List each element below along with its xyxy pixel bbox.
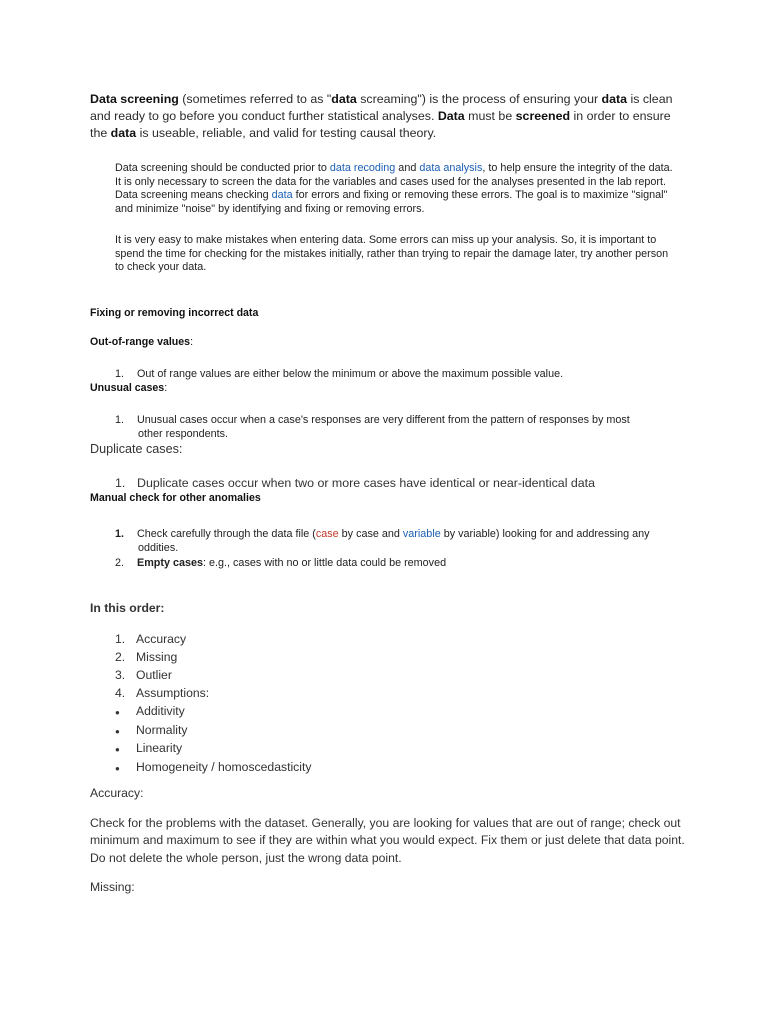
list-number: 1. (115, 632, 126, 646)
variable-link[interactable]: variable (402, 528, 441, 540)
empty-cases-label: Empty cases (137, 557, 204, 569)
list-number: 2. (115, 649, 126, 664)
quote-text: , to help ensure the integrity of the data. It is only necessary to screen the data for the variables and cases used for the analyses presented in the lab report. Data screening means checking (115, 162, 673, 202)
manual-check-heading: Manual check for other anomalies (90, 492, 261, 504)
out-of-range-heading (90, 336, 193, 348)
list-item-text: Normality (136, 722, 188, 737)
intro-text: must be (464, 109, 516, 123)
quote-text: for errors and fixing or removing these errors. The goal is to maximize "signal" and minimize "noise" by identifying and fixing or removing errors. (115, 189, 668, 215)
list-item-text: Accuracy (136, 632, 187, 646)
out-of-range-item (115, 367, 685, 381)
bullet-icon: ● (115, 726, 120, 736)
list-item-text: Duplicate cases occur when two or more cases have identical or near-identical data (137, 476, 595, 490)
quote-text: and (395, 162, 420, 174)
list-item-text: Out of range values are either below the minimum or above the maximum possible value. (137, 368, 564, 380)
list-item-text: by case and (338, 528, 403, 540)
unusual-cases-item (115, 413, 685, 441)
duplicate-cases-label: Duplicate cases (90, 442, 179, 456)
colon: : (178, 442, 183, 456)
duplicate-cases-heading (90, 442, 182, 456)
case-link[interactable]: case (315, 528, 339, 540)
unusual-cases-label: Unusual cases (90, 382, 165, 394)
accuracy-paragraph: Check for the problems with the dataset. Generally, you are looking for values that are out of range; check out minimum and maximum to see if they are within what you would expect. Fix them or just delete that data point. Do not delete the whole person, just the wrong data point. (90, 816, 685, 865)
list-item-text: oddities. (138, 542, 179, 554)
list-item-text: Linearity (136, 741, 183, 756)
intro-bold: Data (437, 109, 465, 123)
intro-text: in order to ensure the (90, 109, 671, 140)
manual-check-item-1 (115, 527, 685, 555)
order-list-item (115, 631, 311, 649)
quote-text: Data screening should be conducted prior to (115, 162, 330, 174)
missing-heading: Missing: (90, 880, 135, 894)
out-of-range-label: Out-of-range values (90, 336, 191, 348)
manual-check-item-2 (115, 556, 685, 570)
intro-text: (sometimes referred to as " (178, 92, 332, 106)
order-list (115, 631, 311, 778)
list-number: 1. (115, 414, 125, 426)
bullet-icon: ● (115, 764, 120, 774)
quote-paragraph-1 (115, 162, 675, 216)
bullet-icon: ● (115, 745, 120, 755)
list-number: 1. (115, 528, 125, 540)
list-item-text: : e.g., cases with no or little data could be removed (203, 557, 447, 569)
list-item-text: Assumptions: (136, 685, 210, 700)
order-list-item (115, 649, 311, 667)
data-analysis-link[interactable]: data analysis (419, 162, 483, 174)
colon: : (190, 336, 194, 348)
colon: : (164, 382, 168, 394)
intro-text: screaming") is the process of ensuring your (356, 92, 602, 106)
fixing-heading: Fixing or removing incorrect data (90, 307, 259, 319)
intro-bold: data (601, 92, 628, 106)
order-list-item (115, 722, 311, 741)
intro-text: is clean and ready to go before you conduct further statistical analyses. (90, 92, 673, 123)
intro-bold: data (331, 92, 357, 106)
order-list-item (115, 703, 311, 722)
data-recoding-link[interactable]: data recoding (329, 162, 396, 174)
list-number: 2. (115, 557, 125, 569)
intro-bold: data (110, 126, 137, 140)
order-heading: In this order: (90, 601, 165, 615)
list-number: 1. (115, 476, 126, 490)
bullet-icon: ● (115, 707, 120, 717)
unusual-cases-heading (90, 382, 167, 394)
duplicate-cases-item (115, 476, 595, 490)
intro-bold: screened (515, 109, 571, 123)
data-link[interactable]: data (271, 189, 293, 202)
list-item-text: other respondents. (138, 428, 229, 440)
list-number: 1. (115, 368, 125, 380)
list-item-text: Homogeneity / homoscedasticity (136, 760, 312, 775)
list-item-text: Outlier (136, 667, 172, 682)
list-number: 3. (115, 667, 126, 682)
intro-paragraph (90, 91, 680, 142)
list-item-text: by variable) looking for and addressing any (440, 528, 650, 540)
list-item-text: Unusual cases occur when a case's responses are very different from the pattern of responses by most (137, 414, 630, 426)
list-item-text: Check carefully through the data file ( (137, 528, 316, 540)
list-item-text: Missing (136, 649, 178, 664)
order-list-item (115, 667, 311, 685)
order-list-item (115, 759, 311, 778)
intro-text: is useable, reliable, and valid for testing causal theory. (136, 126, 437, 140)
accuracy-heading: Accuracy: (90, 786, 144, 800)
order-list-item (115, 740, 311, 759)
order-list-item (115, 685, 311, 703)
list-number: 4. (115, 685, 126, 700)
quote-paragraph-2: It is very easy to make mistakes when entering data. Some errors can miss up your analysis. So, it is important to spend the time for checking for the mistakes initially, rather than trying to repair the damage later, try another person to check your data. (115, 234, 669, 274)
intro-term: Data screening (90, 92, 179, 106)
list-item-text: Additivity (136, 703, 185, 718)
